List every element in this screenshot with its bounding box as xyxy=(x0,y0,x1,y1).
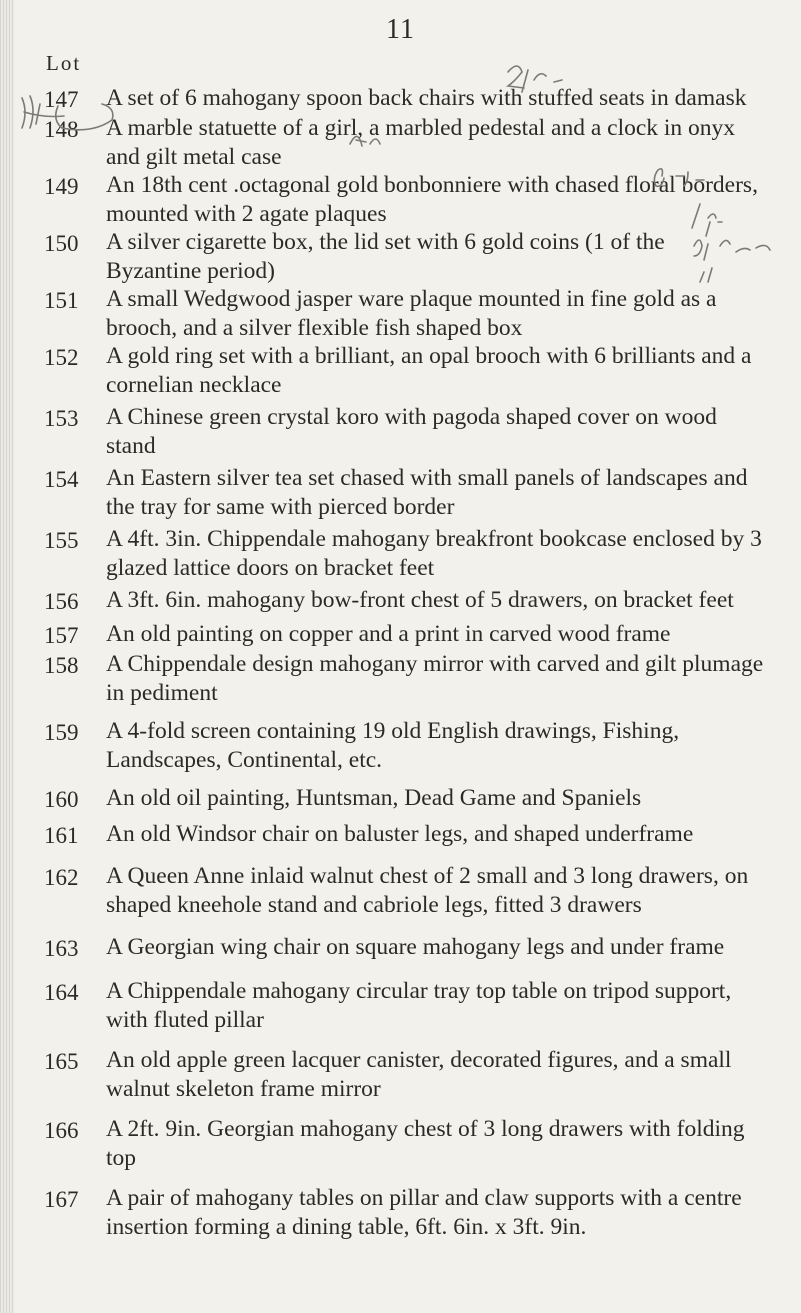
lot-description: A Chippendale design mahogany mirror with carved and gilt plumage in pediment xyxy=(106,651,764,706)
lot-number: 155 xyxy=(44,528,79,553)
lot-description: An old oil painting, Huntsman, Dead Game and Spaniels xyxy=(106,785,642,811)
page-number: 11 xyxy=(386,14,415,45)
lot-entry xyxy=(44,1184,764,1241)
lot-description: A 2ft. 9in. Georgian mahogany chest of 3 long drawers with folding top xyxy=(106,1116,745,1171)
lot-number: 164 xyxy=(44,980,79,1005)
lot-number: 156 xyxy=(44,589,79,614)
lot-number: 165 xyxy=(44,1049,79,1074)
lot-entry xyxy=(44,228,764,285)
lot-description: A 3ft. 6in. mahogany bow-front chest of 5 drawers, on bracket feet xyxy=(106,587,734,613)
lot-entry xyxy=(44,464,764,521)
lot-number: 162 xyxy=(44,865,79,890)
lot-description: A pair of mahogany tables on pillar and claw supports with a centre insertion forming a dining table, 6ft. 6in. x 3ft. 9in. xyxy=(106,1185,742,1240)
lot-entry xyxy=(44,1046,764,1103)
lot-number: 152 xyxy=(44,345,79,370)
lot-number: 149 xyxy=(44,174,79,199)
lot-description: A 4ft. 3in. Chippendale mahogany breakfront bookcase enclosed by 3 glazed lattice doors on bracket feet xyxy=(106,526,762,581)
lot-description: A 4-fold screen containing 19 old English drawings, Fishing, Landscapes, Continental, etc. xyxy=(106,718,680,773)
pencil-bracket-mark xyxy=(22,96,40,128)
lot-number: 154 xyxy=(44,467,79,492)
lot-entry xyxy=(44,1115,764,1172)
lot-entry xyxy=(44,784,764,814)
lot-number: 151 xyxy=(44,288,79,313)
lot-entry xyxy=(44,977,764,1034)
lot-list xyxy=(44,84,764,1241)
lot-entry xyxy=(44,650,764,707)
lot-entry xyxy=(44,171,764,228)
lot-number: 163 xyxy=(44,936,79,961)
lot-description: An Eastern silver tea set chased with small panels of landscapes and the tray for same with pierced border xyxy=(106,465,748,520)
lot-description: A marble statuette of a girl, a marbled pedestal and a clock in onyx and gilt metal case xyxy=(106,115,736,170)
lot-entry xyxy=(44,84,764,114)
lot-entry xyxy=(44,525,764,582)
lot-entry xyxy=(44,342,764,399)
lot-description: An old Windsor chair on baluster legs, and shaped underframe xyxy=(106,821,694,847)
lot-entry xyxy=(44,820,764,850)
lot-description: An 18th cent .octagonal gold bonbonniere with chased floral borders, mounted with 2 agate plaques xyxy=(106,172,758,227)
page-edge-decoration xyxy=(0,0,14,1313)
lot-description: A small Wedgwood jasper ware plaque mounted in fine gold as a brooch, and a silver flexible fish shaped box xyxy=(106,286,717,341)
lot-entry xyxy=(44,717,764,774)
lot-description: A Chinese green crystal koro with pagoda shaped cover on wood stand xyxy=(106,404,717,459)
lot-description: An old painting on copper and a print in carved wood frame xyxy=(106,621,671,647)
lot-description: An old apple green lacquer canister, decorated figures, and a small walnut skeleton frame mirror xyxy=(106,1047,732,1102)
lot-entry xyxy=(44,933,764,963)
lot-number: 153 xyxy=(44,406,79,431)
lot-number: 158 xyxy=(44,653,79,678)
lot-number: 157 xyxy=(44,623,79,648)
lot-description: A set of 6 mahogany spoon back chairs with stuffed seats in damask xyxy=(106,85,747,111)
lot-description: A gold ring set with a brilliant, an opal brooch with 6 brilliants and a cornelian necklace xyxy=(106,343,752,398)
lot-entry xyxy=(44,403,764,460)
lot-entry xyxy=(44,285,764,342)
lot-description: A Queen Anne inlaid walnut chest of 2 small and 3 long drawers, on shaped kneehole stand and cabriole legs, fitted 3 drawers xyxy=(106,863,749,918)
lot-entry xyxy=(44,114,764,171)
lot-number: 167 xyxy=(44,1187,79,1212)
lot-entry xyxy=(44,586,764,616)
lot-entry xyxy=(44,620,764,650)
lot-entry xyxy=(44,862,764,919)
lot-number: 160 xyxy=(44,787,79,812)
lot-number: 161 xyxy=(44,823,79,848)
lot-number: 166 xyxy=(44,1118,79,1143)
lot-number: 147 xyxy=(44,87,79,112)
lot-number: 159 xyxy=(44,720,79,745)
lot-column-heading: Lot xyxy=(46,51,82,75)
lot-number: 148 xyxy=(44,117,79,142)
lot-description: A Chippendale mahogany circular tray top table on tripod support, with fluted pillar xyxy=(106,978,732,1033)
lot-number: 150 xyxy=(44,231,79,256)
lot-description: A silver cigarette box, the lid set with 6 gold coins (1 of the Byzantine period) xyxy=(106,229,665,284)
lot-description: A Georgian wing chair on square mahogany legs and under frame xyxy=(106,934,725,960)
